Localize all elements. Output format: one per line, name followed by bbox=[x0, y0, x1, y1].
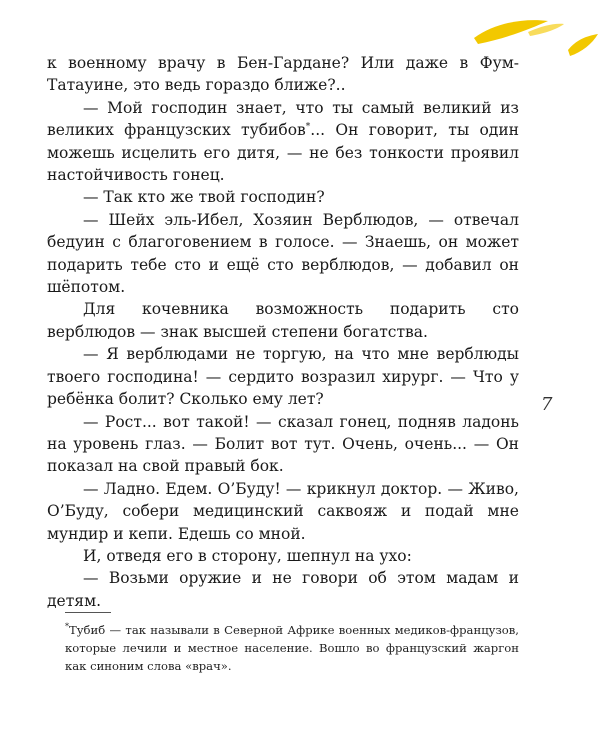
footnote-text: Тубиб — так называли в Северной Африке военных медиков-французов, которые лечили и местное население. Вошло во французский жаргон как синоним слова «врач». bbox=[65, 623, 519, 673]
paragraph-text: — Мой господин знает, что ты самый великий из великих французских тубибов bbox=[47, 98, 519, 140]
paragraph: — Шейх эль-Ибел, Хозяин Верблюдов, — отвечал бедуин с благоговением в голосе. — Знаешь, он может подарить тебе сто и ещё сто верблюдов, — добавил он шёпотом. bbox=[47, 210, 519, 297]
paragraph: И, отведя его в сторону, шепнул на ухо: bbox=[83, 546, 412, 565]
footnote bbox=[65, 621, 519, 675]
page-number: 7 bbox=[541, 394, 553, 415]
paragraph bbox=[47, 97, 519, 187]
footnote-reference: * bbox=[305, 122, 311, 133]
body-text bbox=[47, 52, 519, 612]
paragraph-text: ... Он говорит, ты один можешь исцелить его дитя, — не без тонкости проявил настойчивость гонец. bbox=[47, 121, 519, 185]
paragraph: — Возьми оружие и не говори об этом мадам и детям. bbox=[47, 569, 519, 610]
paragraph: — Рост... вот такой! — сказал гонец, подняв ладонь на уровень глаз. — Болит вот тут. Очень, очень... — Он показал на свой правый бок. bbox=[47, 412, 519, 476]
paragraph: Для кочевника возможность подарить сто верблюдов — знак высшей степени богатства. bbox=[47, 300, 519, 341]
footnote-divider bbox=[65, 612, 111, 613]
paragraph: к военному врачу в Бен-Гардане? Или даже в Фум-Татауине, это ведь гораздо ближе?.. bbox=[47, 54, 519, 95]
paragraph: — Так кто же твой господин? bbox=[83, 188, 325, 207]
paragraph: — Ладно. Едем. О’Буду! — крикнул доктор. — Живо, О’Буду, собери медицинский саквояж и подай мне мундир и кепи. Едешь со мной. bbox=[47, 479, 519, 543]
footnote-marker: * bbox=[65, 622, 69, 632]
paragraph: — Я верблюдами не торгую, на что мне верблюды твоего господина! — сердито возразил хирург. — Что у ребёнка болит? Сколько ему лет? bbox=[47, 345, 519, 409]
